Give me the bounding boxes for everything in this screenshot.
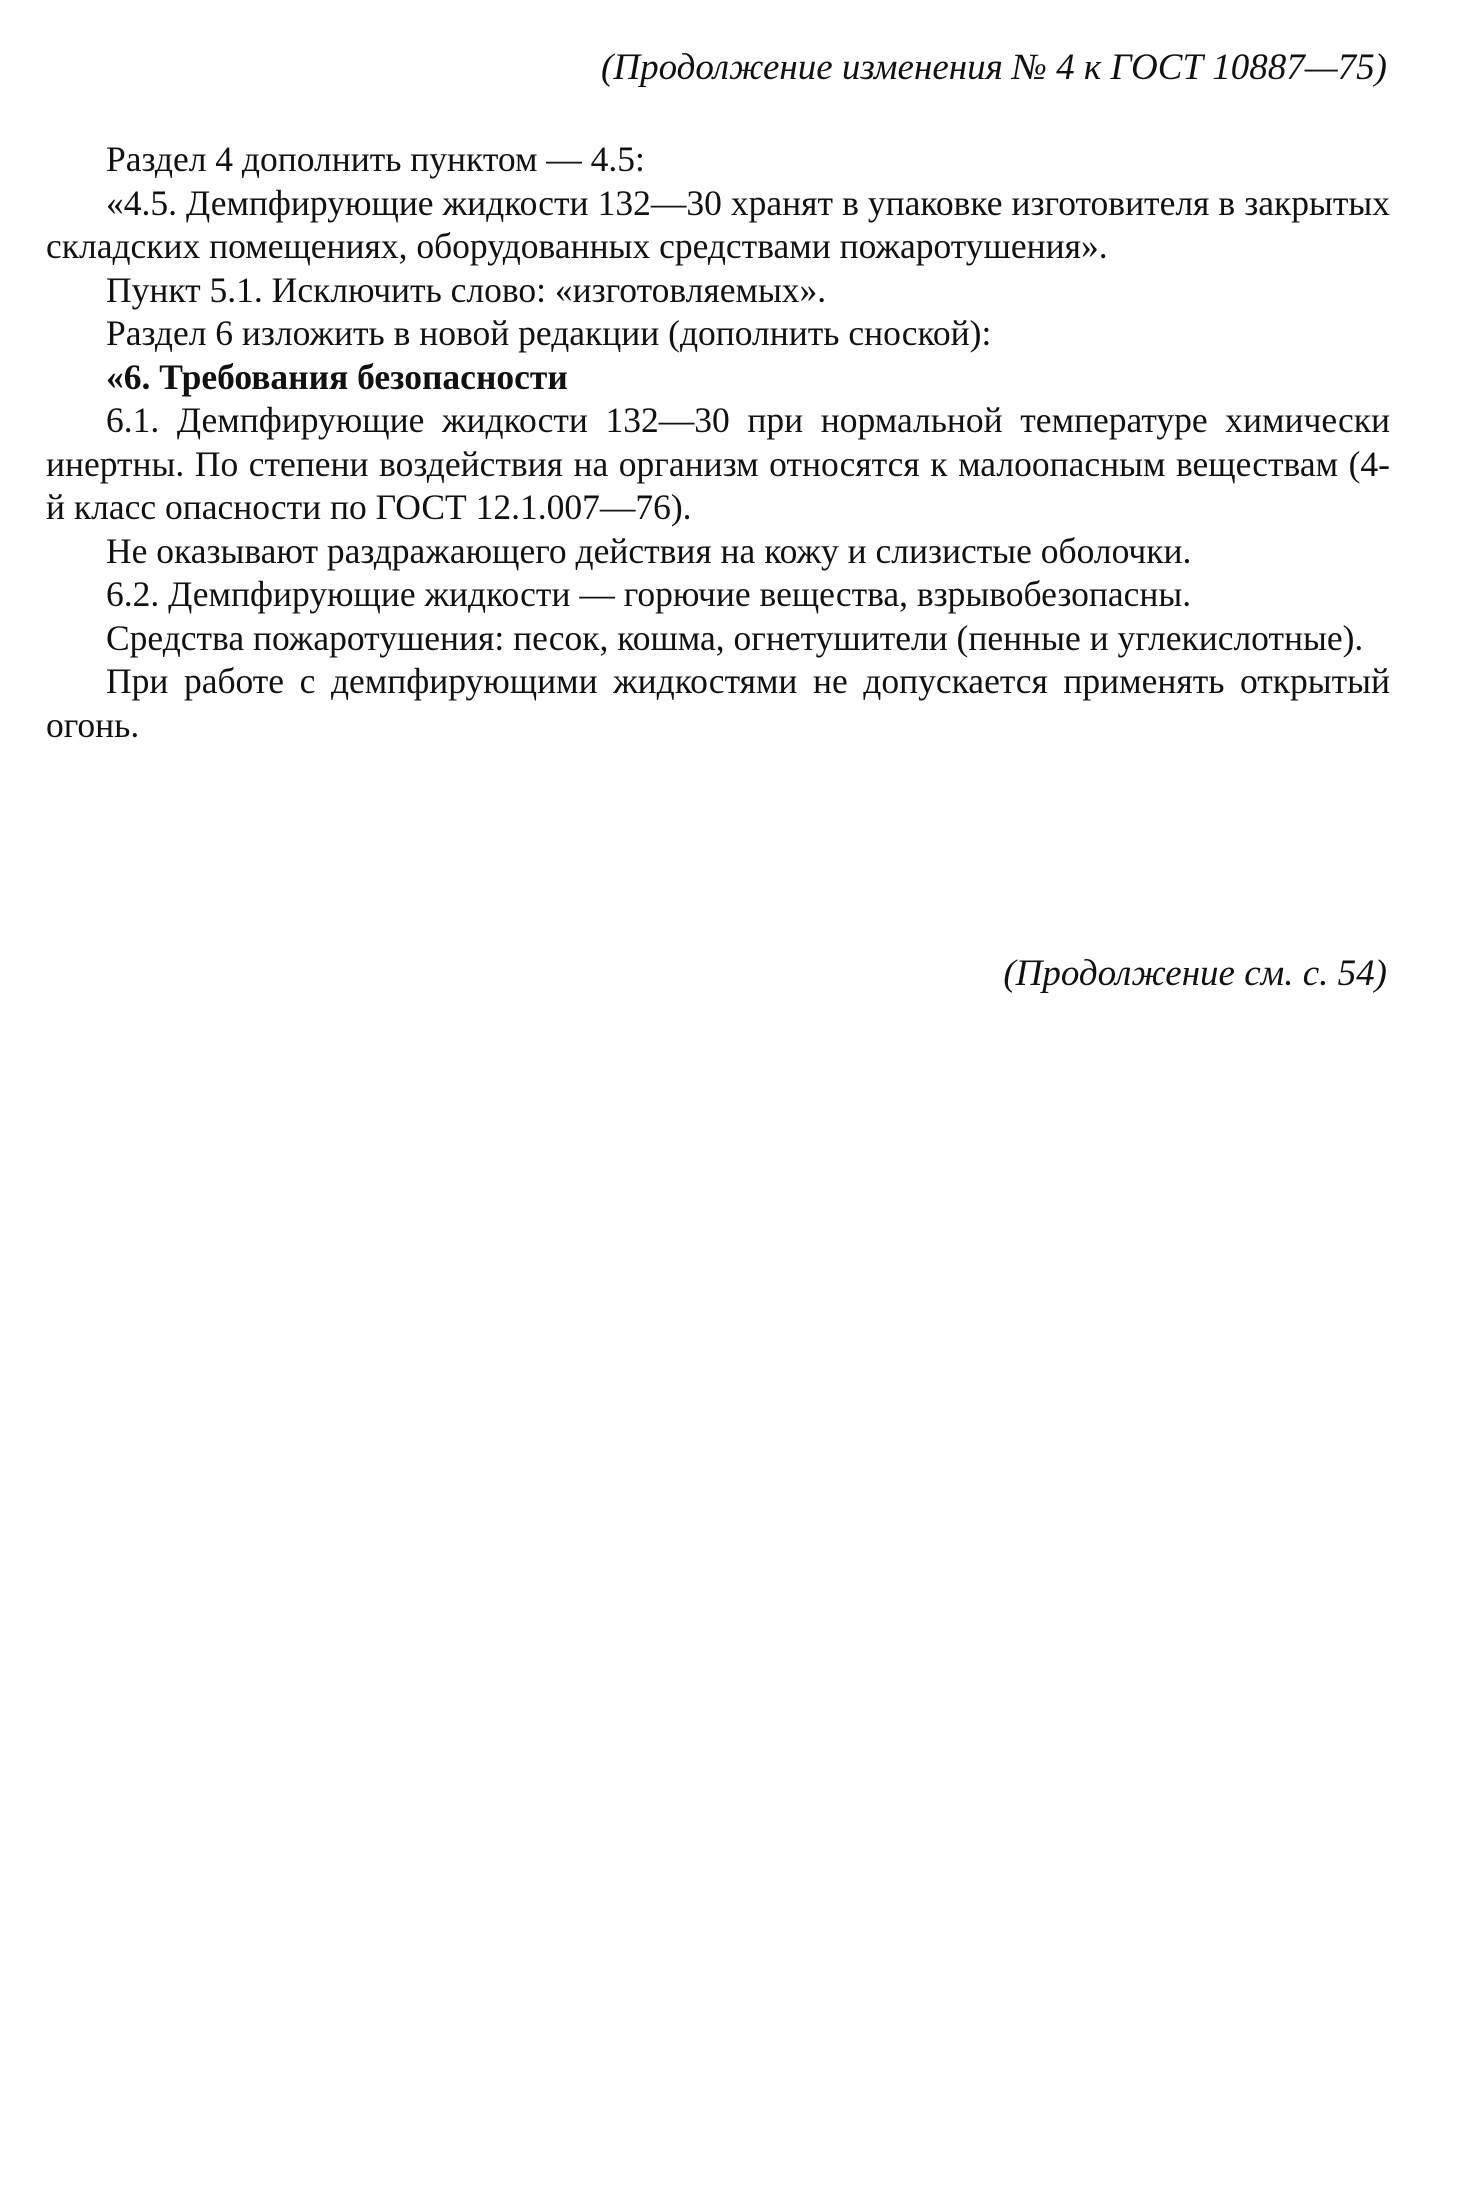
paragraph-section-4-addition: Раздел 4 дополнить пунктом — 4.5: — [106, 139, 645, 179]
paragraph-open-fire: При работе с демпфирующими жидкостями не допускается применять открытый огонь. — [46, 661, 1390, 745]
paragraph-fire-means: Средства пожаротушения: песок, кошма, огнетушители (пенные и углекислотные). — [106, 617, 1364, 658]
paragraph-section-6-intro: Раздел 6 изложить в новой редакции (дополнить сноской): — [106, 313, 992, 353]
page-footer-continuation: (Продолжение см. с. 54) — [1003, 953, 1387, 994]
paragraph-clause-6-2: 6.2. Демпфирующие жидкости — горючие вещества, взрывобезопасны. — [106, 574, 1192, 614]
paragraph-irritation: Не оказывают раздражающего действия на кожу и слизистые оболочки. — [106, 530, 1192, 571]
paragraph-clause-6-1: 6.1. Демпфирующие жидкости 132—30 при нормальной температуре химически инертны. По степени воздействия на организм относятся к малоопасным веществам (4-й класс опасности по ГОСТ 12.1.007—76). — [46, 400, 1390, 527]
paragraph-clause-4-5: «4.5. Демпфирующие жидкости 132—30 хранят в упаковке изготовителя в закрытых складских помещениях, оборудованных средствами пожаротушения». — [46, 182, 1390, 266]
document-body — [46, 138, 1390, 747]
page-header-continuation: (Продолжение изменения № 4 к ГОСТ 10887—75) — [601, 47, 1387, 88]
section-6-heading: «6. Требования безопасности — [106, 356, 568, 397]
paragraph-clause-5-1: Пункт 5.1. Исключить слово: «изготовляемых». — [106, 269, 827, 310]
